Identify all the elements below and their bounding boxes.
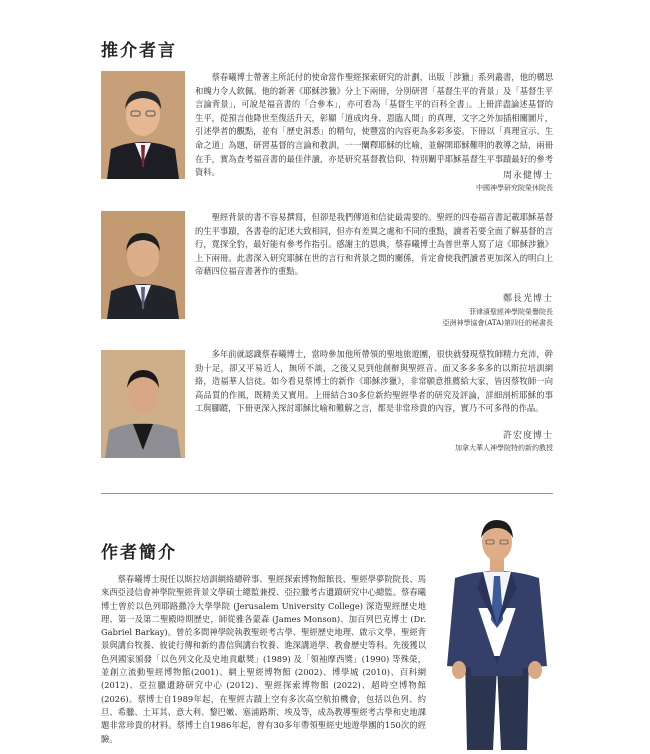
- recommender-1-text: 蔡春曦博士帶著主所託付的使命當作聖經探索研究的計劃，出版「涉獵」系列叢書，他的構思和魄力令人欽佩。他的新著《耶穌涉獵》分上下兩冊，分別研習「基督生平的背景」及「基督生平言論背景」，可說是福音書的「合參本」，亦可看為「基督生平的百科全書」。上冊詳盡論述基督的生平，從預言他降世至復活升天，彰顯「道成肉身、恩臨人間」的真理，文字之外加插相關圖片，引述學者的觀點，並有「歷史洞悉」的精句，使豐富的內容更為多彩多姿。下冊以「真理宣示、生命之道」為題，研習基督的言論和教訓，一一闡釋耶穌的比喻，並解開耶穌難明的教導之結，兩冊在手，實為查考福音書的最佳伴讀，亦是研究基督教信仰，特別關乎耶穌基督生平事蹟最好的參考資料。: [195, 72, 553, 178]
- recommender-2-title: 菲律濱聖經神學院榮譽院長: [469, 308, 553, 316]
- author-photo: [437, 516, 557, 750]
- recommender-3-photo: [101, 350, 185, 458]
- recommender-1: [101, 71, 553, 191]
- recommender-1-name: 周永健博士: [502, 171, 553, 181]
- recommender-1-title: 中國神學研究院榮休院長: [476, 184, 553, 192]
- recommender-2-title-2: 亞洲神學協會(ATA)第四任的秘書長: [442, 319, 553, 327]
- author-heading: 作者簡介: [101, 543, 177, 563]
- section-divider: [101, 493, 553, 494]
- recommender-3-title: 加拿大華人神學院特約新約教授: [455, 444, 553, 452]
- author-bio: 蔡春曦博士現任以斯拉培訓網絡總幹事、聖經探索博物館館長、聖經學夢院院長、馬來西亞浸信會神學院聖經背景文學碩士總監兼授、亞拉臘考古遺蹟研究中心總監。蔡春曦博士曾於以色列耶路撒冷大學學院 (Jerusalem University College) 深造聖經歷史地理、第一及第二聖殿時期歷史，師從雅各蒙森 (James Monson)、加百列巴克博士 (Dr. Gabriel Barkay)。曾於多間神學院執教聖經考古學、聖經歷史地理、啟示文學、聖經背景與講台牧養、彼徒行傳和新約書信與講台牧養、進深講道學、教會歷史等科。先後獲以色列國家頒發「以色列文化及史地貢獻獎」(1989) 及「領袖摩西獎」(1990) 等殊榮，並創立流動聖經博物館(2001)、網上聖經博物館 (2002)、博學城 (2010)、百科網 (2012)、亞拉臘遺跡研究中心 (2012)、聖經探索博物館 (2022)、超時空博物館(2026)。蔡博士自1989年起，在聖經古蹟上空有多次高空航拍機會，包括以色列、約旦、希臘、土耳其、意大利、黎巴嫩、塞浦路斯、埃及等，成為教導聖經考古學和史地課題非常珍貴的材料。蔡博士自1986年起，曾有30多年帶領聖經史地遊學團的150次的經驗。: [101, 574, 426, 744]
- recommender-2: [101, 211, 553, 326]
- recommender-3: [101, 346, 553, 471]
- recommender-3-text: 多年前就認識蔡春曦博士，當時參加他所帶領的聖地旅遊團，很快就發現蔡牧師精力充沛，幹勁十足，卻又平易近人，無所不談，之後又見到他創辦與聖經音、面又多多多多的以斯拉培訓網絡，造福華人信徒。如今看見蔡博士的新作《耶穌涉獵》，非常願意推薦給大家，皆因蔡牧師一向高品質的作風，既精美又實用。上冊結合30多位新約聖經學者的研究及評論，詳細剖析耶穌的事工與腳蹤，下冊更深入探討耶穌比喻和難解之言，都是非常珍貴的內容，實乃不可多得的作品。: [195, 349, 553, 414]
- recommender-2-photo: [101, 211, 185, 319]
- recommender-2-text: 聖經背景的書不容易撰寫，但卻是我們傳道和信徒最需要的。聖經的四卷福音書記載耶穌基督的生平事蹟，各書卷的記述大致相同，但亦有差異之處和不同的重點，讀者若要全面了解基督的言行，寬探全豹，最好能有參考作指引。感謝主的恩典，蔡春曦博士為普世華人寫了這《耶穌涉獵》上下兩冊。此書深入研究耶穌在世的言行和背景之間的關係，肯定會使我們讀者更加深入的明白上帝藉四位福音書著作的重點。: [195, 212, 553, 277]
- recommender-3-name: 許宏度博士: [502, 431, 553, 441]
- recommender-1-photo: [101, 71, 185, 179]
- recommend-heading: 推介者言: [101, 41, 177, 61]
- recommender-2-name: 鄭長光博士: [502, 294, 553, 304]
